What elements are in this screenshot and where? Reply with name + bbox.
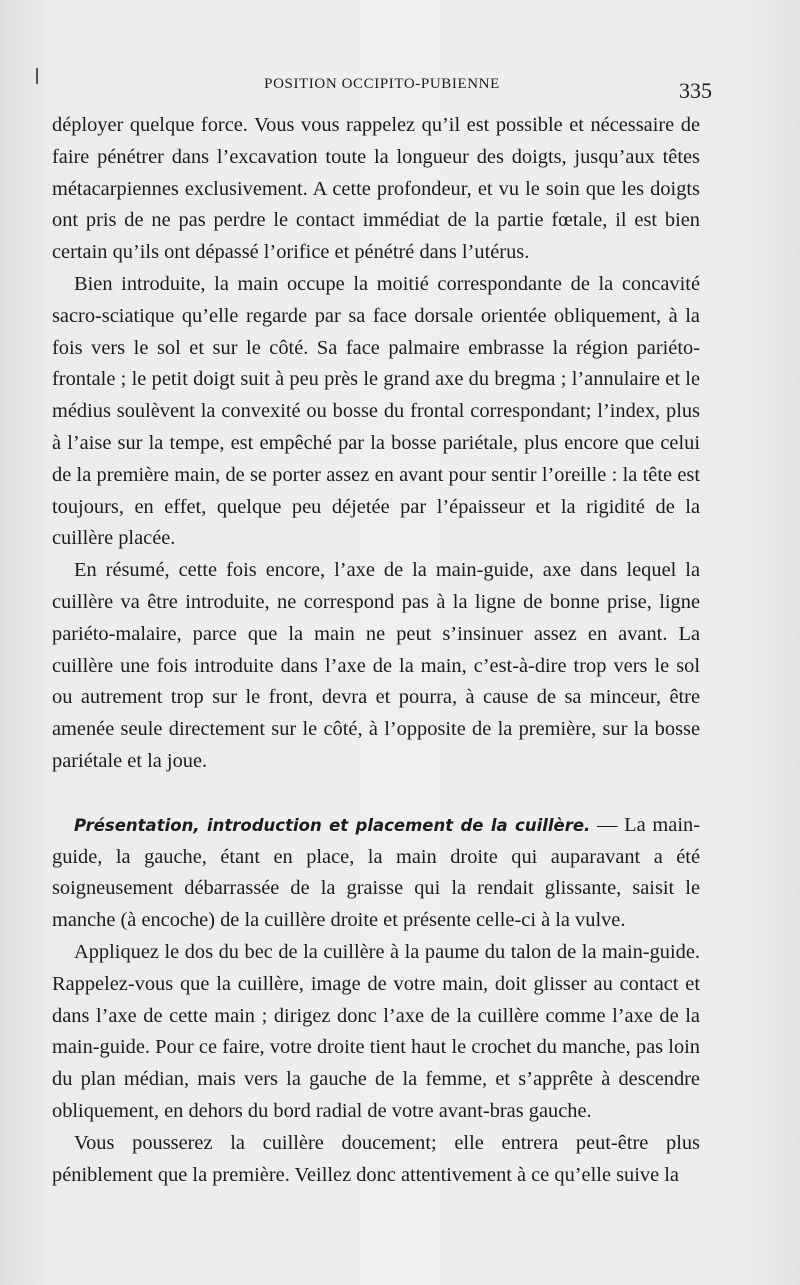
paragraph-summary: En résumé, cette fois encore, l’axe de la main-guide, axe dans lequel la cuillère va être introduite, ne correspond pas à la ligne de bonne prise, ligne pariéto-malaire, parce que la main ne peut s’insinuer assez en avant. La cuillère une fois introduite dans l’axe de la main, c’est-à-dire trop vers le sol ou autrement trop sur le front, devra et pourra, à cause de sa minceur, être amenée seule directement sur le côté, à l’opposite de la première, sur la bosse pariétale et la joue. [52,559,700,772]
section-paragraph [52,810,700,937]
running-head: POSITION OCCIPITO-PUBIENNE [264,76,500,92]
section-lead-text: — La main-guide, la gauche, étant en place, la main droite qui auparavant a été soigneusement débarrassée de la graisse qui la rendait glissante, saisit le manche (à encoche) de la cuillère droite et présente celle-ci à la vulve. [52,813,700,932]
margin-mark [36,68,38,84]
section-title: Présentation, introduction et placement de la cuillère. [74,815,591,835]
paragraph-push: Vous pousserez la cuillère doucement; elle entrera peut-être plus péniblement que la première. Veillez donc attentivement à ce qu’elle suive la [52,1131,700,1186]
page-header [52,70,712,106]
page-number: 335 [679,78,712,103]
page-body [52,110,700,1191]
paragraph-hand-position: Bien introduite, la main occupe la moitié correspondante de la concavité sacro-sciatique qu’elle regarde par sa face dorsale orientée obliquement, à la fois vers le sol et sur le côté. Sa face palmaire embrasse la région pariéto-frontale ; le petit doigt suit à peu près le grand axe du bregma ; l’annulaire et le médius soulèvent la convexité ou bosse du frontal correspondant; l’index, plus à l’aise sur la tempe, est empêché par la bosse pariétale, plus encore que celui de la première main, de se porter assez en avant pour sentir l’oreille : la tête est toujours, en effet, quelque peu déjetée par l’épaisseur et la rigidité de la cuillère placée. [52,272,700,550]
paragraph-continuation: déployer quelque force. Vous vous rappelez qu’il est possible et nécessaire de faire pénétrer dans l’excavation toute la longueur des doigts, jusqu’aux têtes métacarpiennes exclusivement. A cette profondeur, et vu le soin que les doigts ont pris de ne pas perdre le contact immédiat de la partie fœtale, il est bien certain qu’ils ont dépassé l’orifice et pénétré dans l’utérus. [52,114,700,264]
section-gap [52,778,700,810]
paragraph-apply: Appliquez le dos du bec de la cuillère à la paume du talon de la main-guide. Rappelez-vous que la cuillère, image de votre main, doit glisser au contact et dans l’axe de cette main ; dirigez donc l’axe de la cuillère comme l’axe de la main-guide. Pour ce faire, votre droite tient haut le crochet du manche, pas loin du plan médian, mais vers la gauche de la femme, et s’apprête à descendre obliquement, en dehors du bord radial de votre avant-bras gauche. [52,940,700,1122]
